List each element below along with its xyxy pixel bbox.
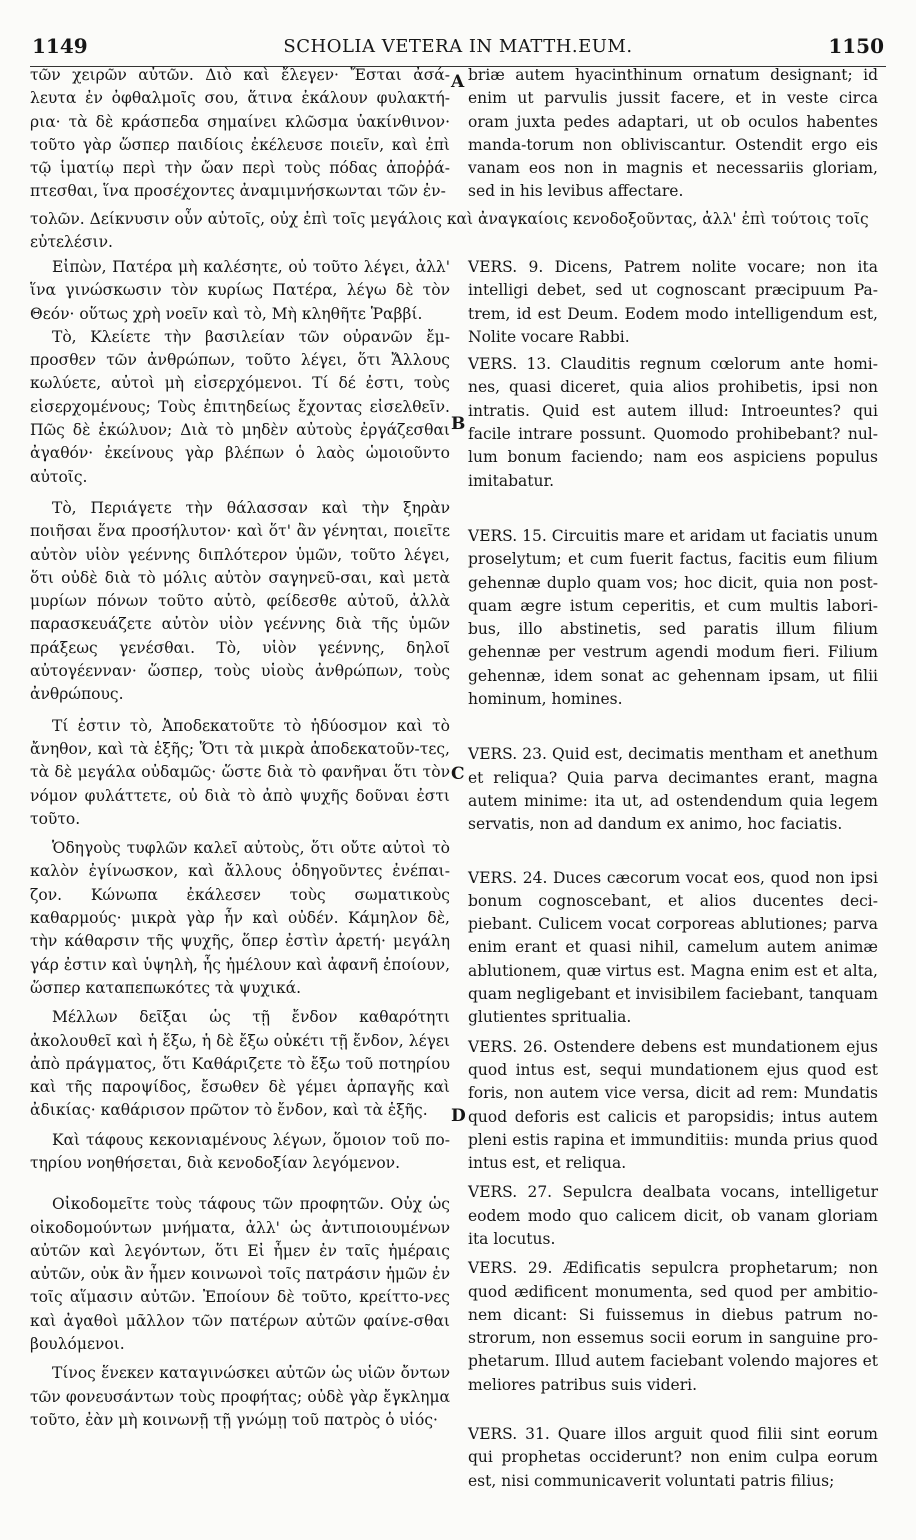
latin-para: VERS. 13. Clauditis regnum cœlorum ante homi-nes, quasi diceret, quia alios prohibetis, ipsi non intratis. Quid est autem illud: Introeuntes? qui facile intrare possunt. Quomodo prohibebant? nul-lum bonum faciendo; nam eos aspiciens populus imitabatur. — [468, 355, 878, 490]
latin-para: VERS. 9. Dicens, Patrem nolite vocare; non ita intelligi debet, sed ut cognoscant præcipuum Pa-trem, id est Deum. Eodem modo intelligendum est, Nolite vocare Rabbi. — [468, 258, 878, 346]
greek-para: Εἰπὼν, Πατέρα μὴ καλέσητε, οὐ τοῦτο λέγει, ἀλλ' ἵνα γινώσκωσιν τὸν κυρίως Πατέρα, λέγω δὲ τὸν Θεόν· οὕτως χρὴ νοεῖν καὶ τὸ, Μὴ κληθῆτε Ῥαββί. — [30, 258, 450, 323]
greek-para: Τίνος ἕνεκεν καταγινώσκει αὐτῶν ὡς υἱῶν ὄντων τῶν φονευσάντων τοὺς προφήτας; οὐδὲ γὰρ ἔγκλημα τοῦτο, ἐὰν μὴ κοινωνῇ τῇ γνώμῃ τοῦ πατρὸς ὁ υἱός· — [30, 1364, 450, 1429]
greek-crossover-line — [30, 208, 880, 255]
greek-para: Τί ἐστιν τὸ, Ἀποδεκατοῦτε τὸ ἡδύοσμον καὶ τὸ ἄνηθον, καὶ τὰ ἑξῆς; Ὅτι τὰ μικρὰ ἀποδεκατοῦν-τες, τὰ δὲ μεγάλα οὐδαμῶς· ὥστε διὰ τὸ φανῆναι ὅτι τὸν νόμον φυλάττετε, οὐ διὰ τὸ ἀπὸ ψυχῆς δοῦναι ἐστι τοῦτο. — [30, 716, 450, 828]
greek-para: Τὸ, Περιάγετε τὴν θάλασσαν καὶ τὴν ξηρὰν ποιῆσαι ἕνα προσήλυτον· καὶ ὅτ' ἂν γένηται, ποιεῖτε αὐτὸν υἱὸν γεέννης διπλότερον ὑμῶν, τοῦτο λέγει, ὅτι οὐδὲ διὰ τὸ μόλις αὐτὸν σαγηνεῦ-σαι, καὶ μετὰ μυρίων πόνων τοῦτο αὐτὸ, φείδεσθε αὐτοῦ, ἀλλὰ παρασκευάζετε αὐτὸν υἱὸν γεέννης διὰ τῆς ὑμῶν πράξεως γενέσθαι. Τὸ, υἱὸν γεέννης, δηλοῖ αὐτογέενναν· ὥσπερ, τοὺς υἱοὺς ἀνθρώπων, τοὺς ἀνθρώπους. — [30, 498, 450, 704]
latin-para: VERS. 27. Sepulcra dealbata vocans, intelligetur eodem modo quo calicem dicit, ob vanam gloriam ita locutus. — [468, 1183, 878, 1248]
margin-marker-d: D — [451, 1106, 466, 1126]
greek-crossover-text: τολῶν. Δείκνυσιν οὖν αὐτοῖς, οὐχ ἐπὶ τοῖς μεγάλοις καὶ ἀναγκαίοις κενοδοξοῦντας, ἀλλ' ἐπὶ τούτοις τοῖς — [30, 210, 869, 228]
greek-para: Οἰκοδομεῖτε τοὺς τάφους τῶν προφητῶν. Οὐχ ὡς οἰκοδομούντων μνήματα, ἀλλ' ὡς ἀντιποιουμένων αὐτῶν καὶ λεγόντων, ὅτι Εἰ ἦμεν ἐν ταῖς ἡμέραις αὐτῶν, οὐκ ἂν ἦμεν κοινωνοὶ τοῖς πατράσιν ἡμῶν ἐν τοῖς αἵμασιν αὐτῶν. Ἐποίουν δὲ τοῦτο, κρείττο-νες καὶ ἀγαθοὶ μᾶλλον τῶν πατέρων αὐτῶν φαίνε-σθαι βουλόμενοι. — [30, 1195, 450, 1354]
running-header — [32, 34, 884, 64]
greek-crossover-end: εὐτελέσιν. — [30, 233, 113, 252]
latin-column — [468, 256, 878, 1493]
greek-top — [30, 64, 450, 204]
latin-para: briæ autem hyacinthinum ornatum designant; id enim ut parvulis jussit facere, et in veste circa oram juxta pedes adaptari, ut ob oculos habentes manda-torum non obliviscantur. Ostendit ergo eis vanam eos non in magnis et necessariis gloriam, sed in his levibus affectare. — [468, 66, 878, 201]
greek-para: Ὁδηγοὺς τυφλῶν καλεῖ αὐτοὺς, ὅτι οὔτε αὐτοὶ τὸ καλὸν ἐγίνωσκον, καὶ ἄλλους ὁδηγοῦντες ἐνέπαι-ζον. Κώνωπα ἐκάλεσεν τοὺς σωματικοὺς καθαρμούς· μικρὰ γὰρ ἦν καὶ οὐδέν. Κάμηλον δὲ, τὴν κάθαρσιν τῆς ψυχῆς, ὅπερ ἐστὶν ἀρετή· μεγάλη γάρ ἐστιν καὶ ὑψηλὴ, ἧς ἠμέλουν καὶ ἀφανῆ ἐποίουν, ὥσπερ καταπεπωκότες τὰ ψυχικά. — [30, 839, 450, 997]
page-number-right: 1150 — [828, 34, 884, 58]
greek-para: τῶν χειρῶν αὐτῶν. Διὸ καὶ ἔλεγεν· Ἔσται ἀσά-λευτα ἐν ὀφθαλμοῖς σου, ἅτινα ἐκάλουν φυλακτή-ρια· τὰ δὲ κράσπεδα σημαίνει κλῶσμα ὑακίνθινον· τοῦτο γὰρ ὥσπερ παιδίοις ἐκέλευσε ποιεῖν, καὶ ἐπὶ τῷ ἱματίῳ περὶ τὴν ὤαν περὶ τοὺς πόδας ἀποῤῥά-πτεσθαι, ἵνα προσέχοντες ἀναμιμνήσκωνται τῶν ἐν- — [30, 66, 450, 201]
greek-column — [30, 256, 450, 1432]
margin-marker-c: C — [451, 764, 465, 784]
latin-top — [468, 64, 878, 204]
running-title: SCHOLIA VETERA IN MATTH.EUM. — [283, 36, 633, 57]
latin-para: VERS. 26. Ostendere debens est mundationem ejus quod intus est, sequi mundationem ejus quod est foris, non autem vice versa, dicit ad rem: Mundatis quod deforis est calicis et paropsidis; intus autem pleni estis rapina et immunditiis: munda prius quod intus est, et reliqua. — [468, 1037, 878, 1173]
latin-para: VERS. 29. Ædificatis sepulcra prophetarum; non quod ædificent monumenta, sed quod per ambitio-nem dicant: Si fuissemus in diebus patrum no-strorum, non essemus socii eorum in sanguine pro-phetarum. Illud autem faciebant volendo majores et meliores patribus suis videri. — [468, 1259, 878, 1394]
latin-para: VERS. 23. Quid est, decimatis mentham et anethum et reliqua? Quia parva decimantes erant, magna autem minime: ita ut, ad ostendendum quia legem servatis, non ad dandum ex animo, hoc faciatis. — [468, 745, 878, 834]
page-number-left: 1149 — [32, 34, 88, 58]
latin-para: VERS. 31. Quare illos arguit quod filii sint eorum qui prophetas occiderunt? non enim culpa eorum est, nisi communicaverit voluntati patris filius; — [468, 1425, 878, 1490]
margin-marker-a: A — [451, 72, 465, 92]
greek-para: Τὸ, Κλείετε τὴν βασιλείαν τῶν οὐρανῶν ἔμ-προσθεν τῶν ἀνθρώπων, τοῦτο λέγει, ὅτι Ἄλλους κωλύετε, αὐτοὶ μὴ εἰσερχόμενοι. Τί δέ ἐστι, τοὺς εἰσερχομένους; Τοὺς ἐπιτηδείως ἔχοντας εἰσελθεῖν. Πῶς δὲ ἐκώλυον; Διὰ τὸ μηδὲν αὐτοὺς ἐργάζεσθαι ἀγαθόν· ἐκείνους γὰρ βλέπων ὁ λαὸς ὡμοιοῦντο αὐτοῖς. — [30, 327, 450, 486]
latin-para: VERS. 15. Circuitis mare et aridam ut faciatis unum proselytum; et cum fuerit factus, facitis eum filium gehennæ duplo quam vos; hoc dicit, quia non post-quam ægre istum ceperitis, et cum multis labori-bus, illo abstinetis, sed paratis illum filium gehennæ per vestrum agendi modum fieri. Filium gehennæ, idem sonat ac gehennam ipsam, ut filii hominum, homines. — [468, 526, 878, 709]
latin-para: VERS. 24. Duces cæcorum vocat eos, quod non ipsi bonum cognoscebant, et alios ducentes deci-piebant. Culicem vocat corporeas ablutiones; parva enim erant et quasi nihil, camelum autem animæ ablutionem, quæ virtus est. Magna enim est et alta, quam negligebant et invisibilem faciebant, tanquam glutientes spritualia. — [468, 868, 879, 1027]
margin-marker-b: B — [451, 414, 466, 434]
greek-para: Καὶ τάφους κεκονιαμένους λέγων, ὅμοιον τοῦ πο-τηρίου νοηθήσεται, διὰ κενοδοξίαν λεγόμενον. — [30, 1130, 450, 1172]
greek-para: Μέλλων δεῖξαι ὡς τῇ ἔνδον καθαρότητι ἀκολουθεῖ καὶ ἡ ἔξω, ἡ δὲ ἔξω οὐκέτι τῇ ἔνδον, λέγει ἀπὸ πράγματος, ὅτι Καθάριζετε τὸ ἔξω τοῦ ποτηρίου καὶ τῆς παροψίδος, ἔσωθεν δὲ γέμει ἁρπαγῆς καὶ ἀδικίας· καθάρισον πρῶτον τὸ ἔνδον, καὶ τὰ ἑξῆς. — [30, 1008, 450, 1120]
